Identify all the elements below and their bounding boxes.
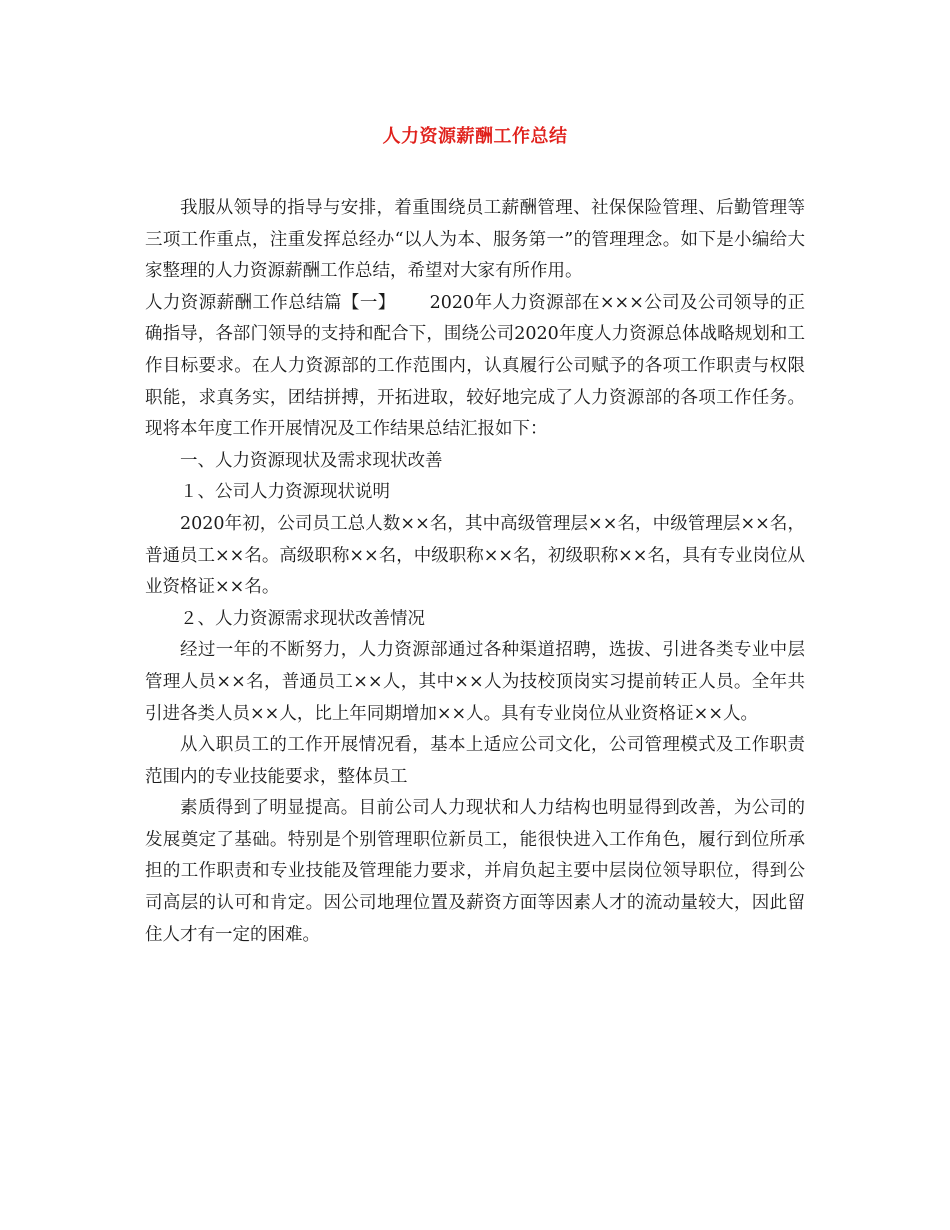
subsection-heading-1: １、公司人力资源现状说明 [180,482,390,503]
part-heading: 人力资源薪酬工作总结篇【一】 [145,292,396,313]
paragraph-3: 从入职员工的工作开展情况看，基本上适应公司文化，公司管理模式及工作职责范围内的专业技能要求，整体员工 [145,735,805,787]
paragraph-4: 素质得到了明显提高。目前公司人力现状和人力结构也明显得到改善，为公司的发展奠定了基础。特别是个别管理职位新员工，能很快进入工作角色，履行到位所承担的工作职责和专业技能及管理能力要求，并肩负起主要中层岗位领导职位，得到公司高层的认可和肯定。因公司地理位置及薪资方面等因素人才的流动量较大，因此留住人才有一定的困难。 [145,798,805,945]
paragraph-1: 2020年初，公司员工总人数××名，其中高级管理层××名，中级管理层××名，普通员工××名。高级职称××名，中级职称××名，初级职称××名，具有专业岗位从业资格证××名。 [145,513,805,598]
subsection-heading-2: ２、人力资源需求现状改善情况 [180,608,425,629]
document-title: 人力资源薪酬工作总结 [382,126,568,147]
document-body [145,193,805,951]
intro-paragraph: 我服从领导的指导与安排，着重围绕员工薪酬管理、社保保险管理、后勤管理等三项工作重点，注重发挥总经办“以人为本、服务第一”的管理理念。如下是小编给大家整理的人力资源薪酬工作总结，希望对大家有所作用。 [145,198,805,282]
part-text: 2020年人力资源部在×××公司及公司领导的正确指导，各部门领导的支持和配合下，围绕公司2020年度人力资源总体战略规划和工作目标要求。在人力资源部的工作范围内，认真履行公司赋予的各项工作职责与权限职能，求真务实，团结拼搏，开拓进取，较好地完成了人力资源部的各项工作任务。现将本年度工作开展情况及工作结果总结汇报如下： [145,292,806,440]
section-heading-1: 一、人力资源现状及需求现状改善 [180,450,443,471]
paragraph-2: 经过一年的不断努力，人力资源部通过各种渠道招聘，选拔、引进各类专业中层管理人员××名，普通员工××人，其中××人为技校顶岗实习提前转正人员。全年共引进各类人员××人，比上年同期增加××人。具有专业岗位从业资格证××人。 [145,640,805,724]
part-paragraph [145,288,805,446]
